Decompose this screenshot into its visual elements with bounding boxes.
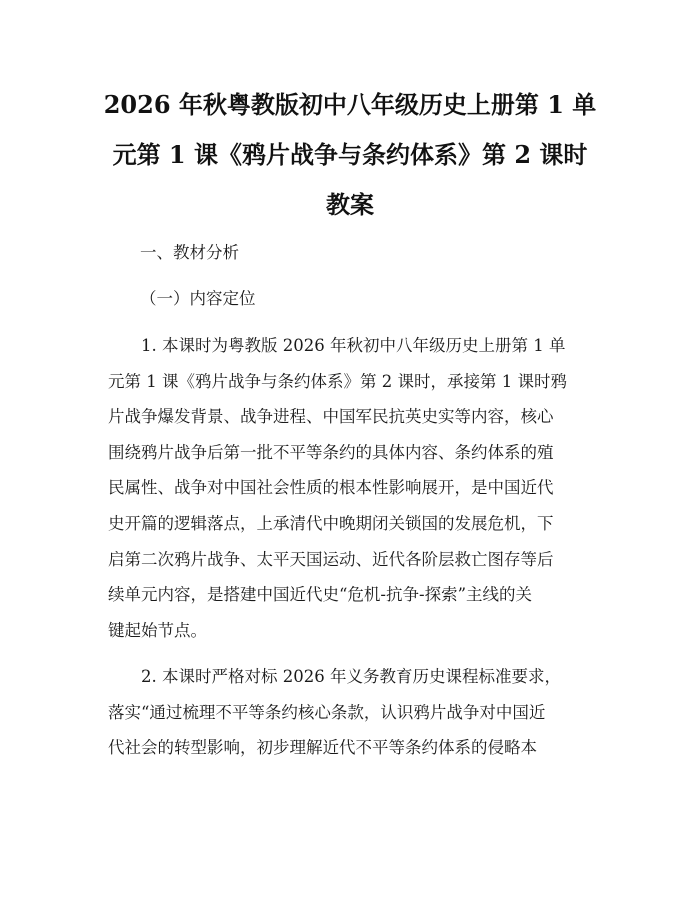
section-heading: 一、教材分析 [140,243,239,262]
paragraph-line: 1. 本课时为粤教版 2026 年秋初中八年级历史上册第 1 单 [141,336,566,355]
title-line: 元第 1 课《鸦片战争与条约体系》第 2 课时 [112,140,588,169]
paragraph-line: 元第 1 课《鸦片战争与条约体系》第 2 课时，承接第 1 课时鸦 [108,371,567,391]
paragraph-line: 民属性、战争对中国社会性质的根本性影响展开，是中国近代 [108,478,554,498]
paragraph-line: 史开篇的逻辑落点，上承清代中晚期闭关锁国的发展危机，下 [108,513,554,533]
paragraph-line: 键起始节点。 [108,620,207,640]
paragraph-line: 代社会的转型影响，初步理解近代不平等条约体系的侵略本 [108,738,537,758]
paragraph-line: 2. 本课时严格对标 2026 年义务教育历史课程标准要求， [141,667,561,686]
paragraph-line: 片战争爆发背景、战争进程、中国军民抗英史实等内容，核心 [108,407,554,427]
paragraph-2 [108,659,608,766]
paragraph-1 [108,328,608,648]
subsection-heading: （一）内容定位 [140,289,256,308]
title-line: 2026 年秋粤教版初中八年级历史上册第 1 单 [103,90,597,119]
paragraph-line: 围绕鸦片战争后第一批不平等条约的具体内容、条约体系的殖 [108,442,554,462]
title-line: 教案 [326,190,374,219]
paragraph-line: 落实“通过梳理不平等条约核心条款，认识鸦片战争对中国近 [108,702,546,722]
paragraph-line: 续单元内容，是搭建中国近代史“危机-抗争-探索”主线的关 [108,585,533,605]
document-title [95,80,605,230]
paragraph-line: 启第二次鸦片战争、太平天国运动、近代各阶层救亡图存等后 [108,549,554,569]
